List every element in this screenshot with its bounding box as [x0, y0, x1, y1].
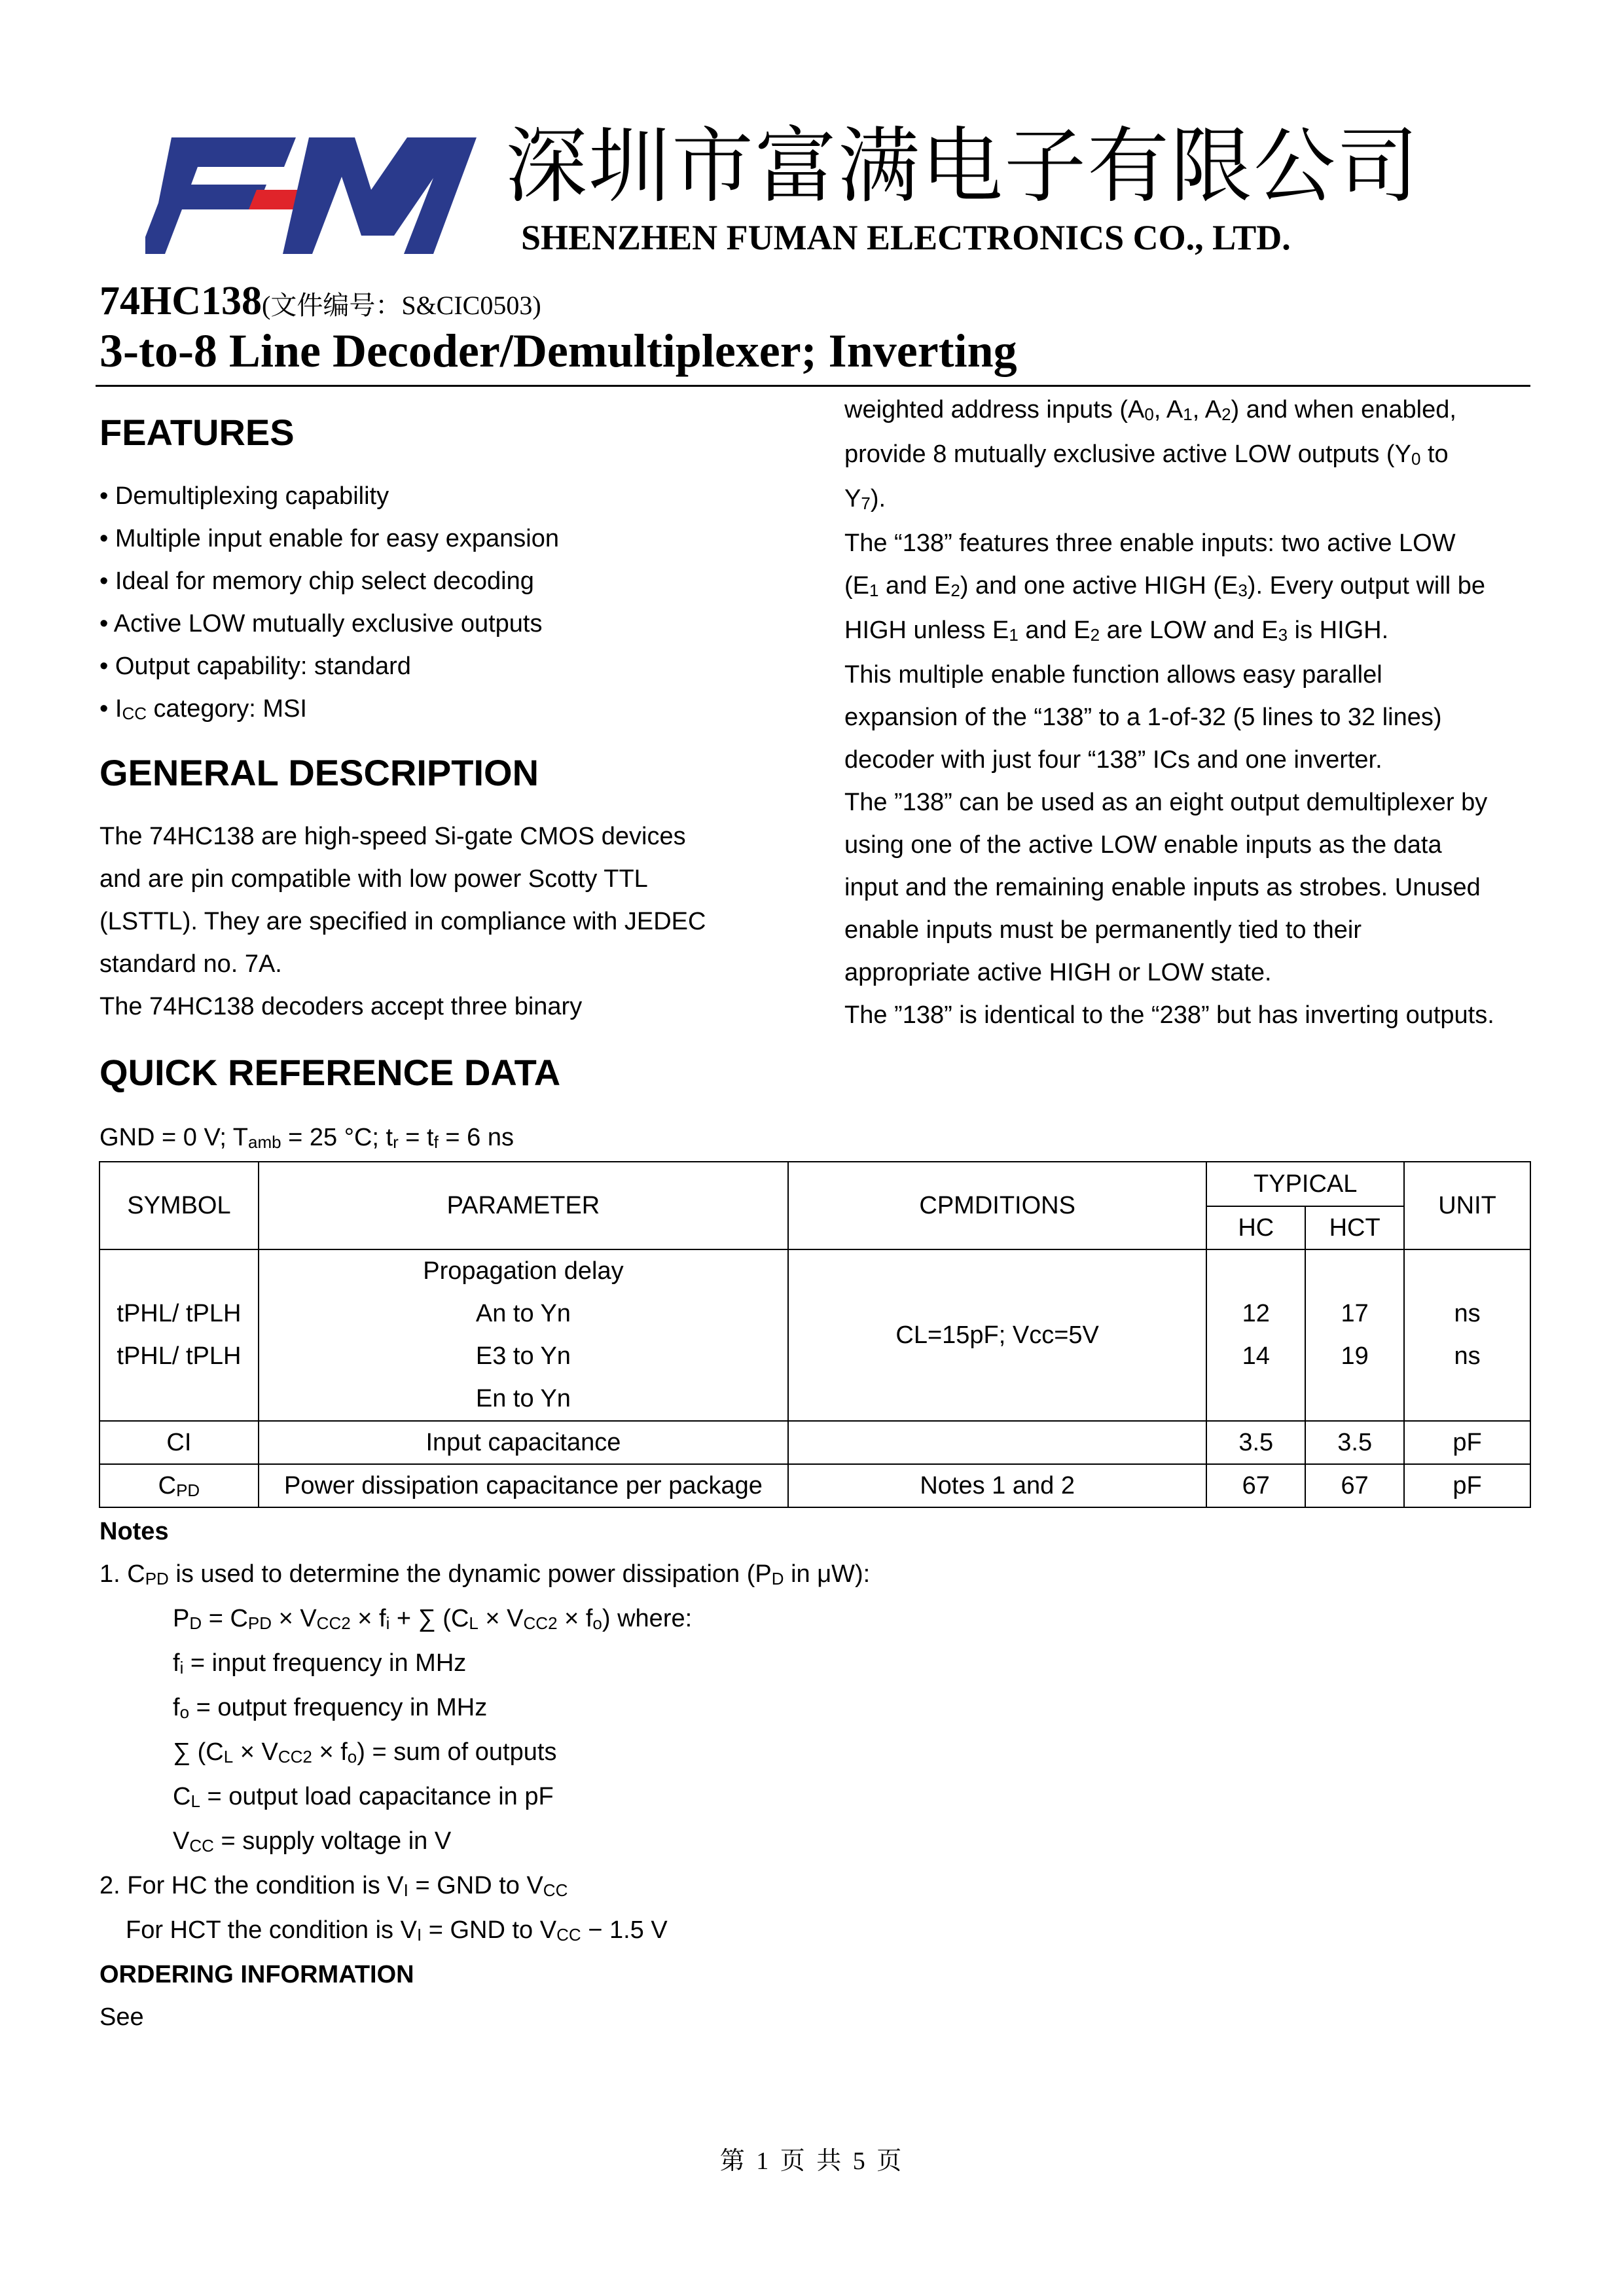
table-row: [99, 1421, 1530, 1464]
paragraph-line: ($E_1$ and $E_2$) and one active HIGH $(E_3)$. Every output will be: [844, 572, 1486, 600]
cell-parameter: Power dissipation capacitance per package: [259, 1464, 788, 1507]
bullet-icon: •: [99, 653, 109, 680]
cell-hct: 17 19: [1305, 1249, 1404, 1421]
note-2-hct: For HCT the condition is $V_I$ = GND to $V_{CC} - 1.5$ V: [126, 1916, 668, 1945]
cell-hc: 3.5: [1206, 1421, 1305, 1464]
features-heading: FEATURES: [99, 412, 295, 453]
bullet-icon: •: [99, 482, 109, 510]
table-row: [99, 1464, 1530, 1507]
table-row: [99, 1249, 1530, 1421]
notes-section: [99, 1511, 870, 2039]
paragraph-line: input and the remaining enable inputs as strobes. Unused: [844, 874, 1481, 901]
feature-text: Output capability: standard: [115, 653, 411, 680]
formula-line: $f_i$ = input frequency in MHz: [173, 1649, 467, 1677]
list-item: [99, 688, 559, 732]
formula-line: $C_L$ = output load capacitance in pF: [173, 1783, 554, 1811]
formula-line: $P_D = C_{PD} \times V_{CC2} \times f_i$ + ∑ $(C_L \times V_{CC2} \times f_o)$ where:: [173, 1605, 693, 1633]
cell-unit: pF: [1404, 1464, 1530, 1507]
paragraph-line: provide 8 mutually exclusive active LOW outputs ($Y_0$ to: [844, 440, 1449, 469]
paragraph-line: HIGH unless $E_1$ and $E_2$ are LOW and $E_3$ is HIGH.: [844, 617, 1389, 645]
cell-unit: ns ns: [1404, 1249, 1530, 1421]
paragraph-line: This multiple enable function allows easy parallel: [844, 661, 1382, 689]
note-1: 1. $C_{PD}$ is used to determine the dynamic power dissipation ($P_D$ in μW):: [99, 1560, 871, 1588]
part-number-line: [99, 278, 541, 325]
feature-text: Active LOW mutually exclusive outputs: [113, 610, 543, 637]
logo-m-letter: [283, 137, 477, 254]
part-number: 74HC138: [99, 279, 262, 323]
list-item: [99, 560, 559, 603]
cell-hct: 67: [1305, 1464, 1404, 1507]
note-2: 2. For HC the condition is $V_I$ = GND to $V_{CC}$: [99, 1872, 568, 1900]
company-name-english: SHENZHEN FUMAN ELECTRONICS CO., LTD.: [521, 218, 1291, 257]
header-parameter: PARAMETER: [259, 1162, 788, 1249]
header-conditions: CPMDITIONS: [788, 1162, 1206, 1249]
paragraph-line: standard no. 7A.: [99, 950, 282, 978]
paragraph-line: and are pin compatible with low power Scotty TTL: [99, 865, 648, 893]
header-divider: [96, 385, 1530, 387]
cell-conditions: CL=15pF; Vcc=5V: [788, 1249, 1206, 1421]
header-typical: TYPICAL: [1206, 1162, 1404, 1206]
paragraph-line: appropriate active HIGH or LOW state.: [844, 959, 1272, 986]
bullet-icon: •: [99, 695, 109, 723]
features-list: [99, 475, 559, 732]
general-description-text: [99, 816, 706, 1028]
company-logo: [145, 137, 477, 254]
paragraph-line: enable inputs must be permanently tied to their: [844, 916, 1362, 944]
list-item: [99, 518, 559, 560]
icc-subscript: CC: [122, 704, 147, 723]
paragraph-line: (LSTTL). They are specified in compliance with JEDEC: [99, 908, 706, 935]
list-item: [99, 603, 559, 645]
paragraph-line: The “138” features three enable inputs: two active LOW: [844, 529, 1456, 557]
paragraph-line: The 74HC138 are high-speed Si-gate CMOS devices: [99, 823, 686, 850]
general-description-continued: [844, 389, 1538, 1037]
document-number: (文件编号：S&CIC0503): [262, 291, 541, 320]
table-header-row: [99, 1162, 1530, 1206]
paragraph-line: The ”138” can be used as an eight output demultiplexer by: [844, 789, 1488, 816]
cell-unit: pF: [1404, 1421, 1530, 1464]
cell-hc: 12 14: [1206, 1249, 1305, 1421]
list-item: [99, 475, 559, 518]
formula-line: ∑ $(C_L \times V_{CC2} \times f_o)$ = sum of outputs: [173, 1738, 557, 1767]
paragraph-line: The 74HC138 decoders accept three binary: [99, 993, 583, 1020]
paragraph-line: expansion of the “138” to a 1-of-32 (5 lines to 32 lines): [844, 704, 1442, 731]
paragraph-line: decoder with just four “138” ICs and one inverter.: [844, 746, 1382, 774]
page-footer: 第 1 页 共 5 页: [719, 2147, 905, 2175]
icc-symbol: I: [115, 695, 122, 723]
general-description-heading: GENERAL DESCRIPTION: [99, 752, 539, 793]
header-unit: UNIT: [1404, 1162, 1530, 1249]
header-hct: HCT: [1305, 1206, 1404, 1249]
document-title: 3-to-8 Line Decoder/Demultiplexer; Inverting: [99, 325, 1017, 377]
ordering-heading: ORDERING INFORMATION: [99, 1961, 414, 1988]
cell-symbol: tPHL/ tPLH tPHL/ tPLH: [99, 1249, 259, 1421]
cell-symbol: $C_{PD}$: [99, 1464, 259, 1507]
cell-symbol: CI: [99, 1421, 259, 1464]
quick-reference-heading: QUICK REFERENCE DATA: [99, 1052, 561, 1093]
paragraph-line: $Y_7$).: [844, 485, 886, 513]
feature-text: category: MSI: [147, 695, 307, 723]
bullet-icon: •: [99, 567, 109, 595]
paragraph-line: weighted address inputs ($A_0$, $A_1$, $A_2$) and when enabled,: [844, 396, 1456, 424]
company-name-chinese: 深圳市富满电子有限公司: [505, 119, 1420, 214]
cell-hc: 67: [1206, 1464, 1305, 1507]
paragraph-line: using one of the active LOW enable inputs as the data: [844, 831, 1442, 859]
bullet-icon: •: [99, 525, 109, 552]
quick-reference-conditions: GND = 0 V; $T_{amb} = 25$ °C; $t_r = t_f = 6$ ns: [99, 1124, 514, 1152]
notes-heading: Notes: [99, 1518, 169, 1545]
formula-line: $V_{CC}$ = supply voltage in V: [173, 1827, 452, 1856]
cell-conditions: Notes 1 and 2: [788, 1464, 1206, 1507]
bullet-icon: •: [99, 610, 109, 637]
feature-text: Demultiplexing capability: [115, 482, 389, 510]
header-hc: HC: [1206, 1206, 1305, 1249]
cell-parameter: Input capacitance: [259, 1421, 788, 1464]
formula-line: $f_o$ = output frequency in MHz: [173, 1694, 488, 1722]
cell-conditions: [788, 1421, 1206, 1464]
feature-text: Ideal for memory chip select decoding: [115, 567, 534, 595]
paragraph-line: The ”138” is identical to the “238” but has inverting outputs.: [844, 1001, 1494, 1029]
quick-reference-table: [99, 1161, 1531, 1508]
list-item: [99, 645, 559, 688]
cell-parameter: Propagation delay An to Yn E3 to Yn En to Yn: [259, 1249, 788, 1421]
feature-text: Multiple input enable for easy expansion: [115, 525, 559, 552]
cell-hct: 3.5: [1305, 1421, 1404, 1464]
ordering-text: See: [99, 2003, 144, 2031]
header-symbol: SYMBOL: [99, 1162, 259, 1249]
